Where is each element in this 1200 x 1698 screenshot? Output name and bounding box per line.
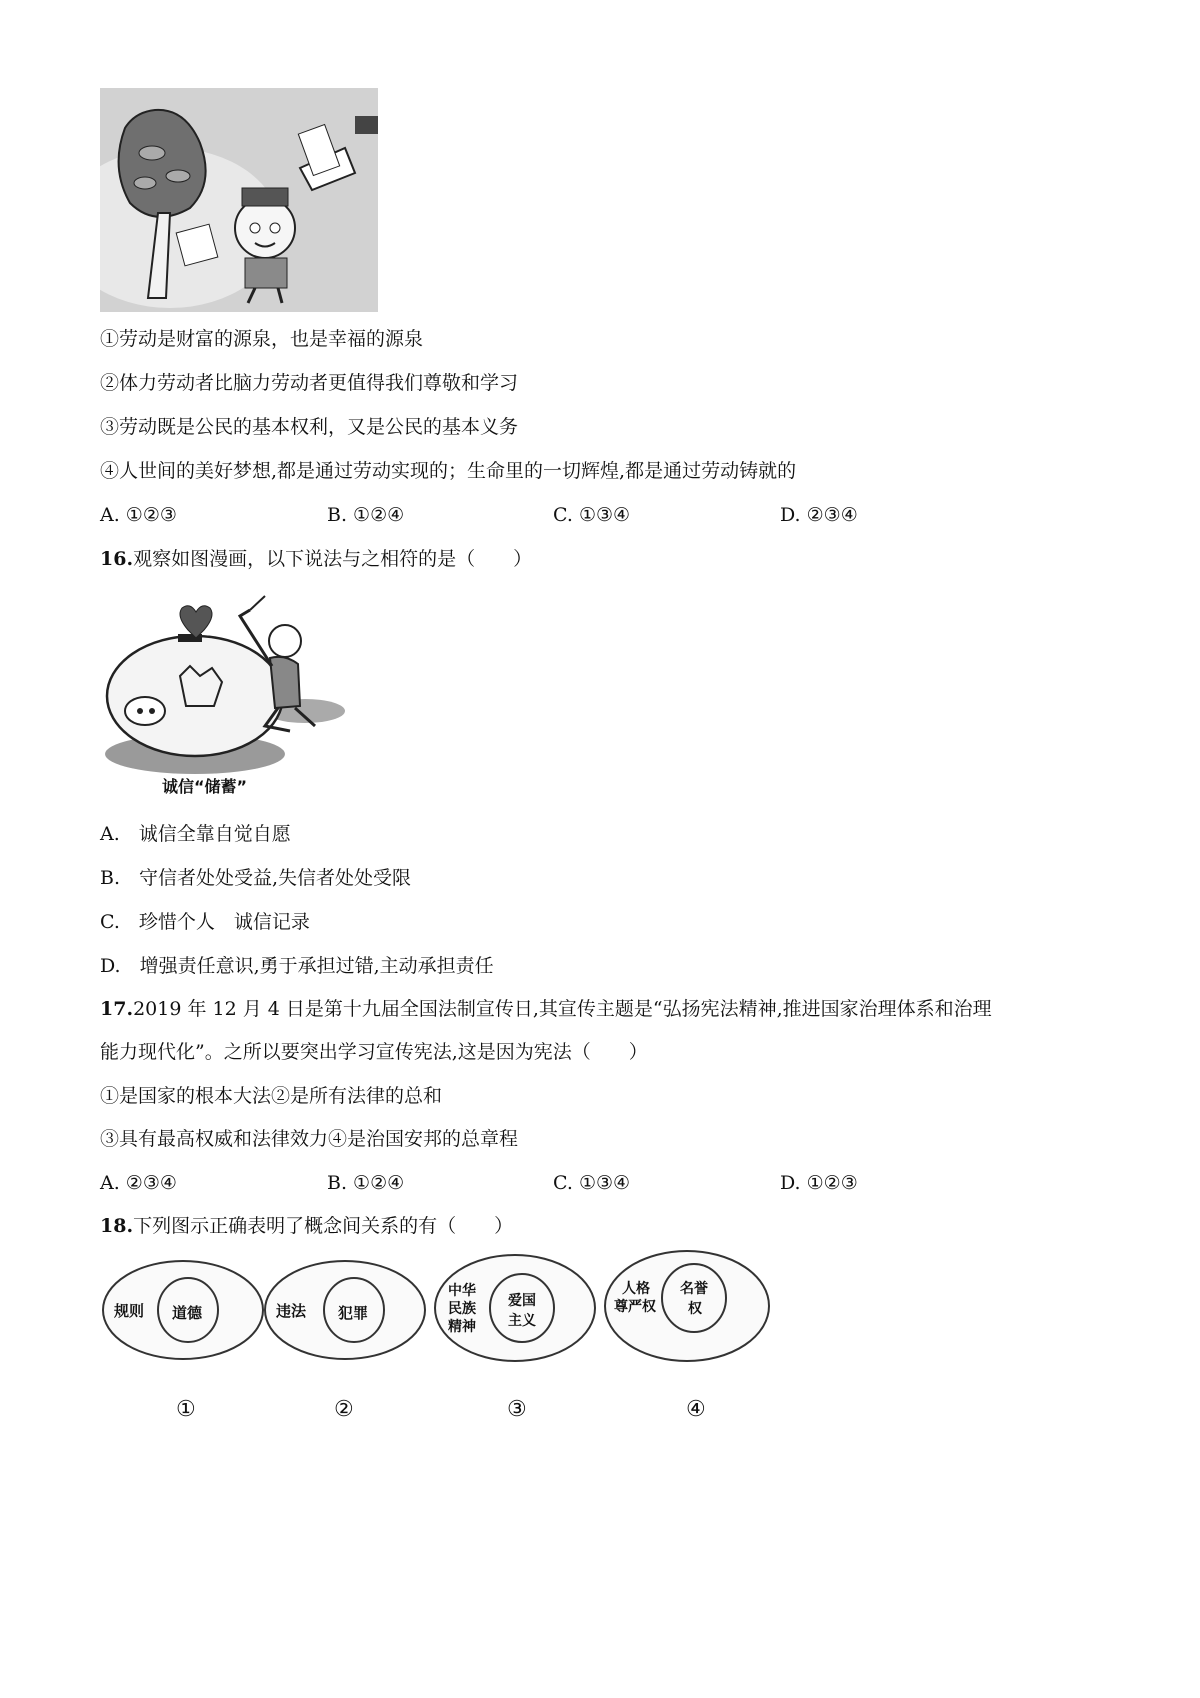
q17-option-a[interactable]: A. ②③④	[100, 1172, 177, 1194]
diagram3-outer-label-line2: 民族	[448, 1301, 476, 1317]
q15-statement-1: ①劳动是财富的源泉，也是幸福的源泉	[100, 328, 424, 350]
q15-statement-4: ④人世间的美好梦想,都是通过劳动实现的；生命里的一切辉煌,都是通过劳动铸就的	[100, 460, 797, 482]
q15-option-b[interactable]: B. ①②④	[327, 504, 405, 526]
q17-option-c[interactable]: C. ①③④	[553, 1172, 631, 1194]
concept-diagram-2	[262, 1258, 428, 1362]
labor-cartoon	[100, 88, 378, 312]
q15-option-a[interactable]: A. ①②③	[100, 504, 177, 526]
cartoon-caption: 诚信“储蓄”	[162, 777, 248, 796]
q16-option-b[interactable]: B. 守信者处处受益,失信者处处受限	[100, 867, 412, 889]
q16-option-d[interactable]: D. 增强责任意识,勇于承担过错,主动承担责任	[100, 955, 494, 977]
diagram3-inner-label-line1: 爱国	[508, 1293, 536, 1309]
diagram1-inner-label: 道德	[172, 1304, 203, 1322]
diagram2-inner-label: 犯罪	[338, 1304, 369, 1322]
q17-statements-1: ①是国家的根本大法②是所有法律的总和	[100, 1085, 443, 1107]
q17-question	[100, 1000, 992, 1019]
diagram-4-number: ④	[686, 1397, 706, 1422]
q17-number: 17.	[100, 998, 134, 1020]
q17-stem-line2: 能力现代化”。之所以要突出学习宣传宪法,这是因为宪法（ ）	[100, 1041, 648, 1063]
diagram1-outer-label: 规则	[114, 1302, 145, 1320]
q16-option-a[interactable]: A. 诚信全靠自觉自愿	[100, 823, 291, 845]
q15-option-c[interactable]: C. ①③④	[553, 504, 631, 526]
diagram2-outer-label: 违法	[276, 1302, 307, 1320]
concept-diagram-4	[602, 1248, 772, 1364]
q16-question	[100, 550, 532, 569]
diagram4-outer-label-line1: 人格	[622, 1281, 650, 1297]
diagram-2-number: ②	[334, 1397, 354, 1422]
q18-number: 18.	[100, 1215, 134, 1237]
q17-statements-2: ③具有最高权威和法律效力④是治国安邦的总章程	[100, 1128, 519, 1150]
q17-option-b[interactable]: B. ①②④	[327, 1172, 405, 1194]
diagram4-outer-label-line2: 尊严权	[614, 1299, 656, 1315]
q18-question	[100, 1217, 513, 1236]
diagram3-inner-label-line2: 主义	[508, 1313, 536, 1329]
diagram-1-number: ①	[176, 1397, 196, 1422]
diagram4-inner-label-line2: 权	[688, 1301, 702, 1317]
q17-option-d[interactable]: D. ①②③	[780, 1172, 858, 1194]
q15-statement-3: ③劳动既是公民的基本权利，又是公民的基本义务	[100, 416, 519, 438]
diagram4-inner-label-line1: 名誉	[680, 1281, 708, 1297]
diagram3-outer-label-line3: 精神	[448, 1319, 476, 1335]
q16-stem: 观察如图漫画，以下说法与之相符的是（ ）	[133, 548, 533, 570]
concept-diagram-1	[100, 1258, 266, 1362]
credit-savings-cartoon	[100, 586, 352, 802]
q16-option-c[interactable]: C. 珍惜个人 诚信记录	[100, 911, 310, 933]
q18-stem: 下列图示正确表明了概念间关系的有（ ）	[133, 1215, 514, 1237]
diagram3-outer-label-line1: 中华	[448, 1283, 476, 1299]
concept-diagram-3	[432, 1252, 598, 1364]
q15-option-d[interactable]: D. ②③④	[780, 504, 858, 526]
q15-statement-2: ②体力劳动者比脑力劳动者更值得我们尊敬和学习	[100, 372, 519, 394]
q17-stem-line1: 2019 年 12 月 4 日是第十九届全国法制宣传日,其宣传主题是“弘扬宪法精神,推进国家治理体系和治理	[133, 998, 992, 1020]
diagram-3-number: ③	[507, 1397, 527, 1422]
q16-number: 16.	[100, 548, 134, 570]
